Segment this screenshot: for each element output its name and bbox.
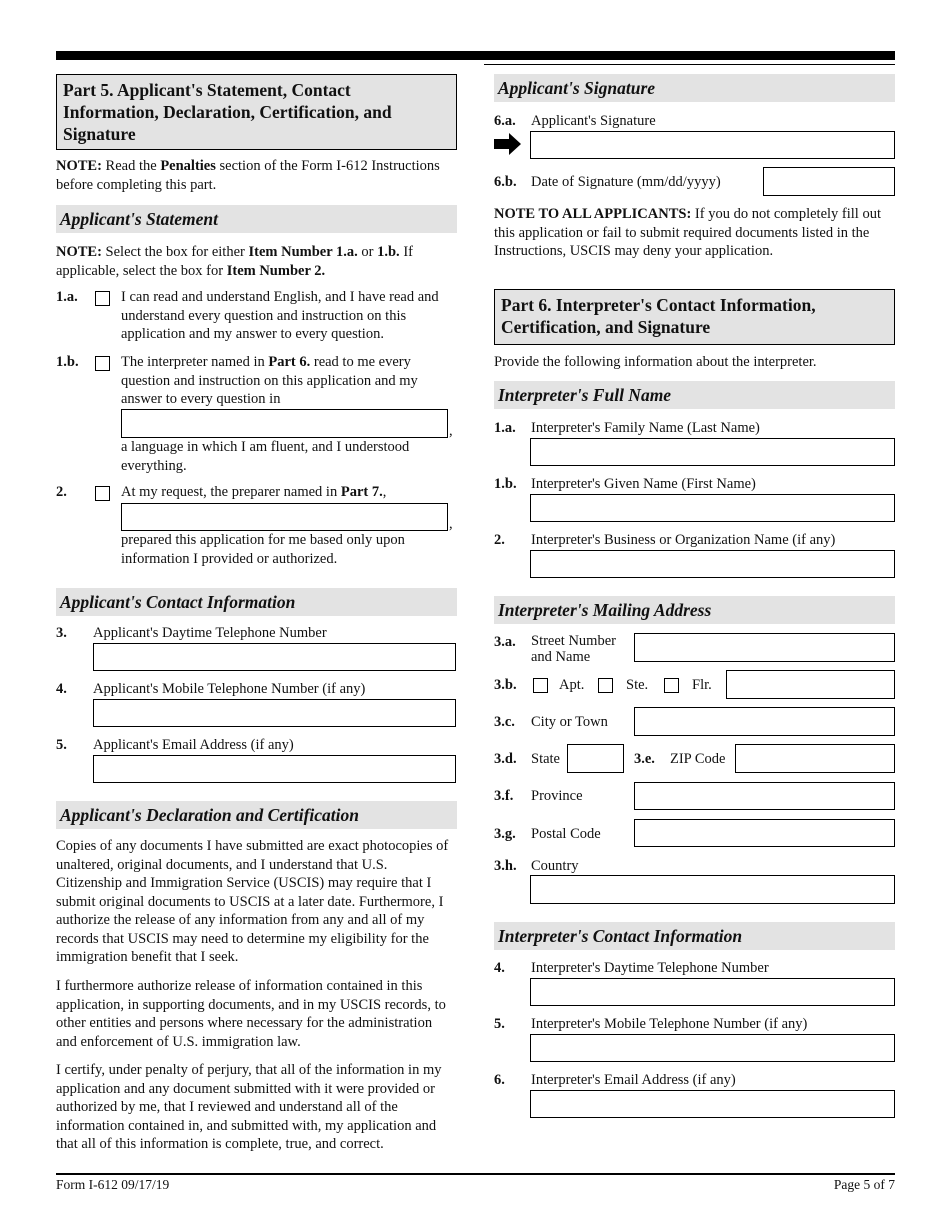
interp-5-number: 5. — [494, 1016, 505, 1032]
interp-3e-number: 3.e. — [634, 751, 655, 767]
item-1a-checkbox[interactable] — [95, 291, 110, 306]
interpreter-contact-header: Interpreter's Contact Information — [494, 922, 895, 950]
apt-checkbox[interactable] — [533, 678, 548, 693]
item-1b-checkbox[interactable] — [95, 356, 110, 371]
item-3-number: 3. — [56, 625, 67, 641]
note-text: Read the — [101, 158, 161, 174]
interp-3d-label: State — [531, 751, 560, 767]
daytime-phone-field[interactable] — [93, 643, 456, 671]
note-bold: Item Number 1.a. — [248, 244, 358, 260]
interp-1a-label: Interpreter's Family Name (Last Name) — [531, 420, 760, 436]
interpreter-full-name-header: Interpreter's Full Name — [494, 381, 895, 409]
item-3-label: Applicant's Daytime Telephone Number — [93, 625, 327, 641]
item-2-checkbox[interactable] — [95, 486, 110, 501]
interp-2-label: Interpreter's Business or Organization Name (if any) — [531, 532, 836, 548]
country-field[interactable] — [530, 875, 895, 904]
interp-6-number: 6. — [494, 1072, 505, 1088]
interp-4-label: Interpreter's Daytime Telephone Number — [531, 960, 769, 976]
note-bold: 1.b. — [377, 244, 400, 260]
interp-3e-label: ZIP Code — [670, 751, 726, 767]
ste-label: Ste. — [626, 677, 649, 693]
interp-3f-label: Province — [531, 788, 583, 804]
item-6b-number: 6.b. — [494, 174, 517, 190]
interp-1b-number: 1.b. — [494, 476, 517, 492]
signature-date-field[interactable] — [763, 167, 895, 196]
item-1a-number: 1.a. — [56, 289, 78, 305]
part5-header: Part 5. Applicant's Statement, Contact Information, Declaration, Certification, and Signature — [56, 74, 457, 150]
applicant-signature-field[interactable] — [530, 131, 895, 159]
ste-checkbox[interactable] — [598, 678, 613, 693]
interp-3b-number: 3.b. — [494, 677, 517, 693]
part6-intro: Provide the following information about the interpreter. — [494, 354, 817, 370]
declaration-paragraph-2: I furthermore authorize release of information contained in this application, in supporting documents, and in my USCIS records, to other entities and persons where necessary for the administration and enforcement of U.S. immigration law. — [56, 978, 446, 1050]
item-1b-bold: Part 6. — [268, 354, 311, 370]
item-1a-text: I can read and understand English, and I have read and understand every question and instruction on this application and my answer to every question. — [121, 289, 439, 342]
mobile-phone-field[interactable] — [93, 699, 456, 727]
apt-label: Apt. — [559, 677, 585, 693]
interp-3a-label: Street Number and Name — [531, 633, 616, 665]
page-number: Page 5 of 7 — [833, 1177, 895, 1192]
province-field[interactable] — [634, 782, 895, 810]
form-id: Form I-612 09/17/19 — [56, 1177, 170, 1192]
item-6a-number: 6.a. — [494, 113, 516, 129]
arrow-right-icon — [494, 133, 522, 155]
interp-3h-label: Country — [531, 858, 579, 874]
interp-3c-label: City or Town — [531, 714, 608, 730]
item-6b-label: Date of Signature (mm/dd/yyyy) — [531, 174, 721, 190]
interp-2-number: 2. — [494, 532, 505, 548]
item-2-preparer-field[interactable] — [121, 503, 448, 531]
item-2-number: 2. — [56, 484, 67, 500]
note-text: If you do not completely fill out this application or fail to submit required documents listed in the Instructions, USCIS may deny your application. — [494, 206, 881, 259]
unit-number-field[interactable] — [726, 670, 895, 699]
note-text: Select the box for either — [101, 244, 249, 260]
note-bold: Penalties — [160, 158, 216, 174]
note-bold: Item Number 2. — [226, 262, 326, 279]
interpreter-mailing-header: Interpreter's Mailing Address — [494, 596, 895, 624]
interpreter-family-name-field[interactable] — [530, 438, 895, 466]
top-rule-thin — [484, 64, 895, 65]
state-field[interactable] — [567, 744, 624, 773]
declaration-header: Applicant's Declaration and Certification — [56, 801, 457, 829]
applicant-statement-header: Applicant's Statement — [56, 205, 457, 233]
interpreter-business-name-field[interactable] — [530, 550, 895, 578]
interpreter-given-name-field[interactable] — [530, 494, 895, 522]
street-field[interactable] — [634, 633, 895, 662]
item-1b-text-part: read to me every question and instruction on this application and my answer to every question in — [121, 354, 418, 407]
top-rule — [56, 51, 895, 60]
declaration-paragraph-3: I certify, under penalty of perjury, that all of the information in my application and any document submitted with it were provided or authorized by me, that I reviewed and understand all of the information contained in, and submitted with, my application and that all of this information is complete, true, and correct. — [56, 1062, 442, 1152]
interp-5-label: Interpreter's Mobile Telephone Number (if any) — [531, 1016, 808, 1032]
interpreter-daytime-phone-field[interactable] — [530, 978, 895, 1006]
interp-3d-number: 3.d. — [494, 751, 517, 767]
zip-code-field[interactable] — [735, 744, 895, 773]
item-2-comma: , — [449, 516, 453, 532]
item-1b-number: 1.b. — [56, 354, 79, 370]
item-6a-label: Applicant's Signature — [531, 113, 656, 129]
flr-label: Flr. — [692, 677, 712, 693]
item-1b-after-text: a language in which I am fluent, and I understood everything. — [121, 439, 410, 474]
part6-header: Part 6. Interpreter's Contact Information, Certification, and Signature — [494, 289, 895, 345]
city-field[interactable] — [634, 707, 895, 736]
interp-3f-number: 3.f. — [494, 788, 514, 804]
interp-3a-number: 3.a. — [494, 634, 516, 650]
interp-4-number: 4. — [494, 960, 505, 976]
item-1b-language-field[interactable] — [121, 409, 448, 438]
note-to-all-applicants — [494, 205, 896, 261]
note-text: section of the Form I-612 Instructions before completing this part. — [56, 158, 440, 193]
interp-6-label: Interpreter's Email Address (if any) — [531, 1072, 736, 1088]
interp-3g-number: 3.g. — [494, 826, 516, 842]
declaration-paragraph-1: Copies of any documents I have submitted are exact photocopies of unaltered, original documents, and I understand that U.S. Citizenship and Immigration Service (USCIS) may require that I submit original documents to USCIS at a later date. Furthermore, I authorize the release of any information from any and all of my records that USCIS may need to determine my eligibility for the immigration benefit that I seek. — [56, 838, 449, 965]
interpreter-mobile-phone-field[interactable] — [530, 1034, 895, 1062]
note-text: or — [357, 244, 378, 260]
item-2-text — [121, 483, 457, 502]
item-2-bold: Part 7. — [340, 484, 383, 500]
statement-note — [56, 243, 456, 280]
item-5-label: Applicant's Email Address (if any) — [93, 737, 294, 753]
postal-code-field[interactable] — [634, 819, 895, 847]
bottom-rule — [56, 1173, 895, 1175]
note-text: If applicable, select the box for — [56, 244, 413, 279]
item-2-after-text: prepared this application for me based only upon information I provided or authorized. — [121, 532, 405, 567]
interp-1a-number: 1.a. — [494, 420, 516, 436]
interp-3g-label: Postal Code — [531, 826, 601, 842]
email-field[interactable] — [93, 755, 456, 783]
item-1b-comma: , — [449, 423, 453, 439]
part5-note — [56, 157, 456, 194]
note-prefix: NOTE TO ALL APPLICANTS: — [494, 206, 692, 222]
note-prefix: NOTE: — [56, 158, 102, 174]
applicant-contact-header: Applicant's Contact Information — [56, 588, 457, 616]
flr-checkbox[interactable] — [664, 678, 679, 693]
item-2-text-part: At my request, the preparer named in — [121, 484, 341, 500]
note-prefix: NOTE: — [56, 244, 102, 260]
applicant-signature-header: Applicant's Signature — [494, 74, 895, 102]
item-2-text-part: , — [382, 484, 387, 500]
interp-3h-number: 3.h. — [494, 858, 517, 874]
interpreter-email-field[interactable] — [530, 1090, 895, 1118]
item-1b-text-part: The interpreter named in — [121, 354, 269, 370]
item-1b-text — [121, 353, 451, 409]
item-4-number: 4. — [56, 681, 67, 697]
interp-1b-label: Interpreter's Given Name (First Name) — [531, 476, 756, 492]
item-5-number: 5. — [56, 737, 67, 753]
interp-3c-number: 3.c. — [494, 714, 515, 730]
item-4-label: Applicant's Mobile Telephone Number (if any) — [93, 681, 366, 697]
